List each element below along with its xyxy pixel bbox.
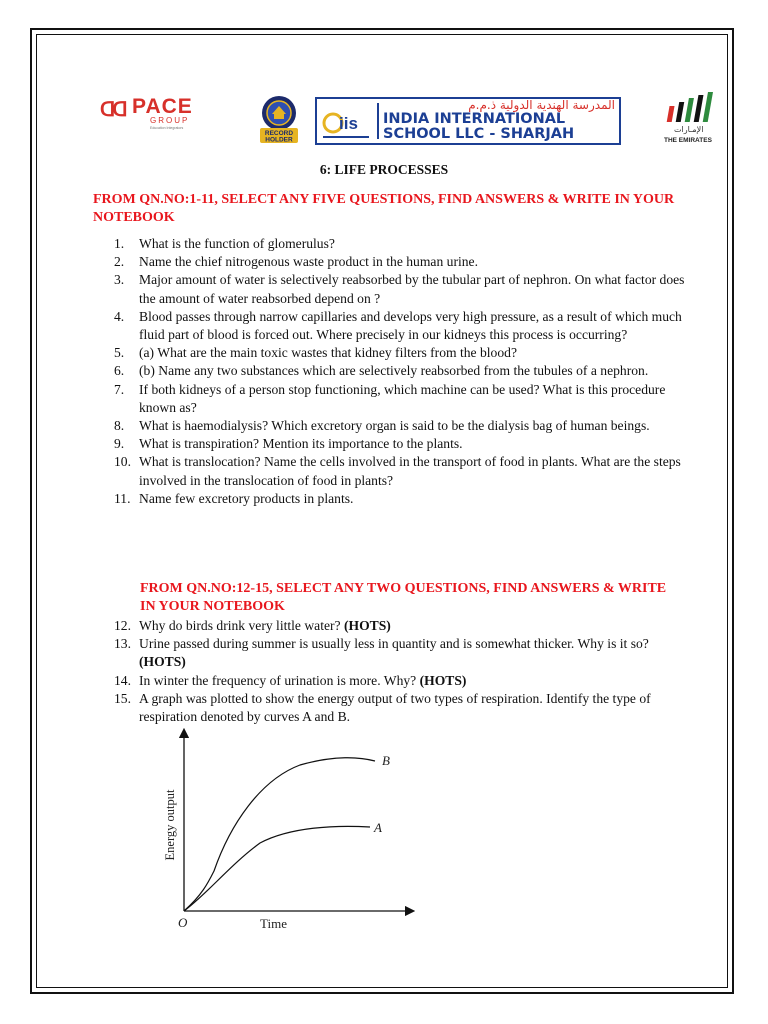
origin-label: O [178,915,188,930]
question-item [114,490,694,508]
question-text: Major amount of water is selectively reabsorbed by the tubular part of nephron. On what factor does the amount of water reabsorbed depend on ? [139,272,685,306]
question-text: A graph was plotted to show the energy output of two types of respiration. Identify the type of respiration denoted by curves A and B. [139,690,651,725]
record-holder-badge-icon [254,94,304,144]
question-number: 4. [114,308,125,324]
question-text: What is haemodialysis? Which excretory organ is said to be the dialysis bag of human beings. [139,418,650,434]
question-number: 3. [114,272,125,288]
section-2-questions [114,617,694,726]
emirates-english: THE EMIRATES [664,137,712,144]
question-text: Urine passed during summer is usually less in quantity and is somewhat thicker. Why is it so? [139,636,649,652]
curve-b-label: B [382,753,390,768]
question-item [114,435,694,453]
question-item [114,271,694,307]
question-number: 5. [114,345,125,361]
section-1-questions [114,235,694,508]
question-item [114,672,694,690]
question-item [114,453,694,489]
question-number: 11. [114,490,131,506]
question-text: Name few excretory products in plants. [139,490,354,506]
question-number: 7. [114,381,125,397]
emirates-arabic: الإمـارات [674,125,704,134]
question-number: 12. [114,618,131,633]
question-text: Why do birds drink very little water? [139,618,344,633]
pace-tagline: Education Integrators [150,126,184,130]
iis-emblem-icon [319,101,373,141]
question-number: 9. [114,436,125,452]
question-item [114,690,694,726]
question-text: What is translocation? Name the cells involved in the transport of food in plants. What are the steps involved in the translocation of food in plants? [139,454,681,488]
question-text: (b) Name any two substances which are selectively reabsorbed from the tubules of a nephron. [139,363,649,379]
hots-tag: (HOTS) [139,654,186,670]
iis-school-logo [315,97,621,145]
question-item [114,617,694,635]
hots-tag: (HOTS) [419,672,467,688]
question-text: Name the chief nitrogenous waste product in the human urine. [139,254,478,270]
question-item [114,308,694,344]
iis-name-line-2: SCHOOL LLC - SHARJAH [383,126,575,142]
question-number: 10. [114,454,131,470]
question-item [114,381,694,417]
pace-name: PACE [132,95,193,118]
pace-group-label: GROUP [150,116,190,125]
question-number: 8. [114,418,125,434]
section-1-instruction: FROM QN.NO:1-11, SELECT ANY FIVE QUESTIONS, FIND ANSWERS & WRITE IN YOUR NOTEBOOK [93,192,675,225]
pace-group-logo [100,95,225,131]
question-text: If both kidneys of a person stop functioning, which machine can be used? What is this procedure known as? [139,381,666,415]
iis-arabic-name: المدرسة الهندية الدولية ذ.م.م [468,98,615,112]
curve-a-label: A [374,820,382,835]
question-item [114,235,694,253]
record-label-2: HOLDER [265,136,293,144]
question-text: In winter the frequency of urination is more. Why? [139,672,420,688]
question-item [114,417,694,435]
question-number: 14. [114,672,131,688]
question-text: What is the function of glomerulus? [139,236,335,251]
hots-tag: (HOTS) [343,618,391,633]
question-text: What is transpiration? Mention its importance to the plants. [139,436,463,452]
record-label-1: RECORD [264,130,294,137]
question-item [114,362,694,380]
question-item [114,344,694,362]
energy-output-graph [160,725,420,935]
question-number: 1. [114,236,125,251]
page-title: 6: LIFE PROCESSES [319,162,449,177]
question-text: Blood passes through narrow capillaries and develops very high pressure, as a result of which much fluid part of blood is forced out. Where precisely in our kidneys this process is occurring? [139,308,682,343]
question-number: 6. [114,363,125,379]
section-2-instruction: FROM QN.NO:12-15, SELECT ANY TWO QUESTIONS, FIND ANSWERS & WRITE IN YOUR NOTEBOOK [140,581,667,614]
y-axis-label: Energy output [163,789,177,861]
question-number: 2. [114,254,125,270]
x-axis-label: Time [260,916,287,931]
question-item [114,253,694,271]
question-number: 15. [114,690,131,706]
iis-mark-text: iis [339,114,358,133]
question-number: 13. [114,636,131,652]
iis-name-line-1: INDIA INTERNATIONAL [383,111,566,127]
question-text: (a) What are the main toxic wastes that kidney filters from the blood? [139,345,517,361]
the-emirates-logo [662,92,732,147]
question-item [114,635,694,671]
curve-a [184,826,370,911]
iis-divider [377,103,379,139]
pace-mark-icon: ᗡᗡ [100,99,125,121]
emirates-bars-icon [662,92,732,124]
